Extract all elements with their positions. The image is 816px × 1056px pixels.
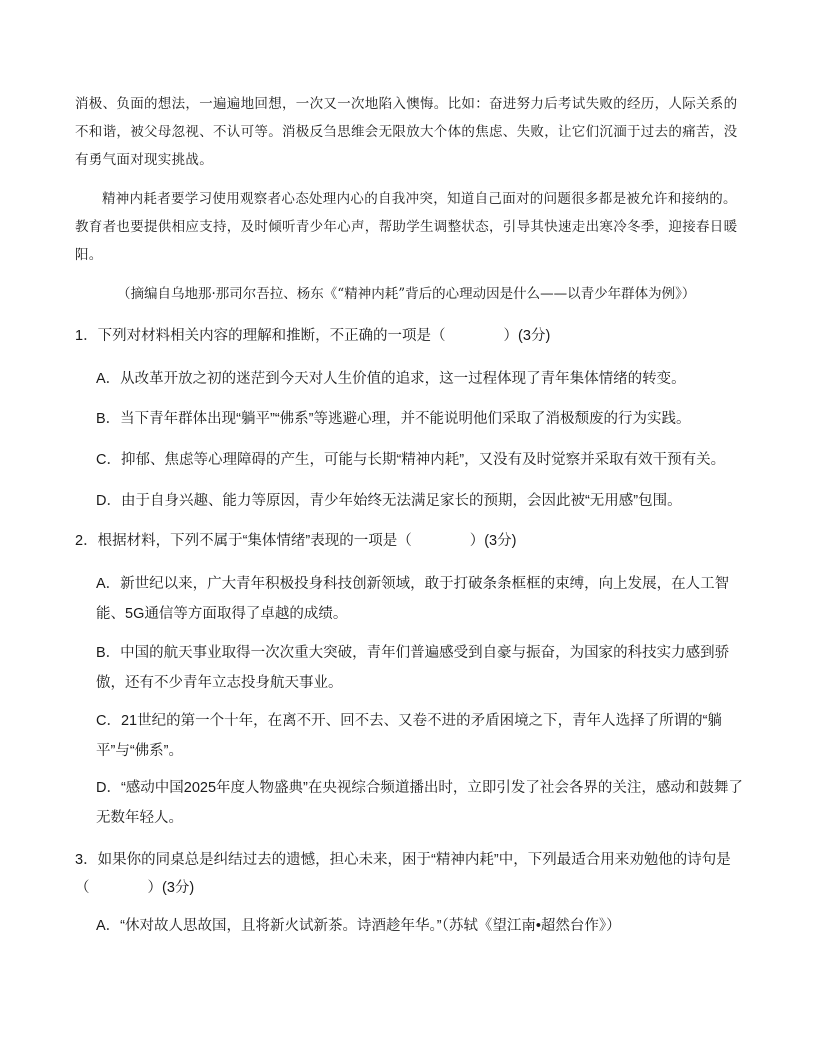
passage-source-citation: （摘编自乌地那·那司尔吾拉、杨东《“精神内耗”背后的心理动因是什么——以青少年群体为例》） [117,286,696,302]
question-1-option-a: A．从改革开放之初的迷茫到今天对人生价值的追求，这一过程体现了青年集体情绪的转变。 [96,371,686,387]
question-1-option-c: C．抑郁、焦虑等心理障碍的产生，可能与长期“精神内耗”，又没有及时觉察并采取有效干预有关。 [96,452,726,468]
question-2-option-d: D．“感动中国2025年度人物盛典”在央视综合频道播出时，立即引发了社会各界的关注，感动和鼓舞了无数年轻人。 [96,780,743,826]
question-1-stem: 1．下列对材料相关内容的理解和推断，不正确的一项是（ ）(3分) [75,328,551,344]
question-1-option-b: B．当下青年群体出现“躺平”“佛系”等逃避心理，并不能说明他们采取了消极颓废的行为实践。 [96,411,691,427]
question-3-option-a: A．“休对故人思故国，且将新火试新茶。诗酒趁年华。”（苏轼《望江南•超然台作》） [96,918,621,934]
question-2-option-b: B．中国的航天事业取得一次次重大突破，青年们普遍感受到自豪与振奋，为国家的科技实力感到骄傲，还有不少青年立志投身航天事业。 [96,645,730,691]
passage-paragraph-2: 精神内耗者要学习使用观察者心态处理内心的自我冲突，知道自己面对的问题很多都是被允许和接纳的。教育者也要提供相应支持，及时倾听青少年心声，帮助学生调整状态，引导其快速走出寒冷冬季，迎接春日暖阳。 [75,191,738,263]
question-1-option-d: D．由于自身兴趣、能力等原因，青少年始终无法满足家长的预期，会因此被“无用感”包围。 [96,493,682,509]
question-2-stem: 2．根据材料，下列不属于“集体情绪”表现的一项是（ ）(3分) [75,533,517,549]
question-2-option-c: C．21世纪的第一个十年，在离不开、回不去、又卷不进的矛盾困境之下，青年人选择了所谓的“躺平”与“佛系”。 [96,713,722,759]
question-2-option-a: A．新世纪以来，广大青年积极投身科技创新领域，敢于打破条条框框的束缚，向上发展，在人工智能、5G通信等方面取得了卓越的成绩。 [96,576,730,622]
passage-paragraph-1: 消极、负面的想法，一遍遍地回想，一次又一次地陷入懊悔。比如：奋进努力后考试失败的经历，人际关系的不和谐，被父母忽视、不认可等。消极反刍思维会无限放大个体的焦虑、失败，让它们沉湎于过去的痛苦，没有勇气面对现实挑战。 [75,96,738,168]
question-3-stem: 3．如果你的同桌总是纠结过去的遗憾，担心未来，困于“精神内耗”中，下列最适合用来劝勉他的诗句是（ ）(3分) [75,852,731,896]
